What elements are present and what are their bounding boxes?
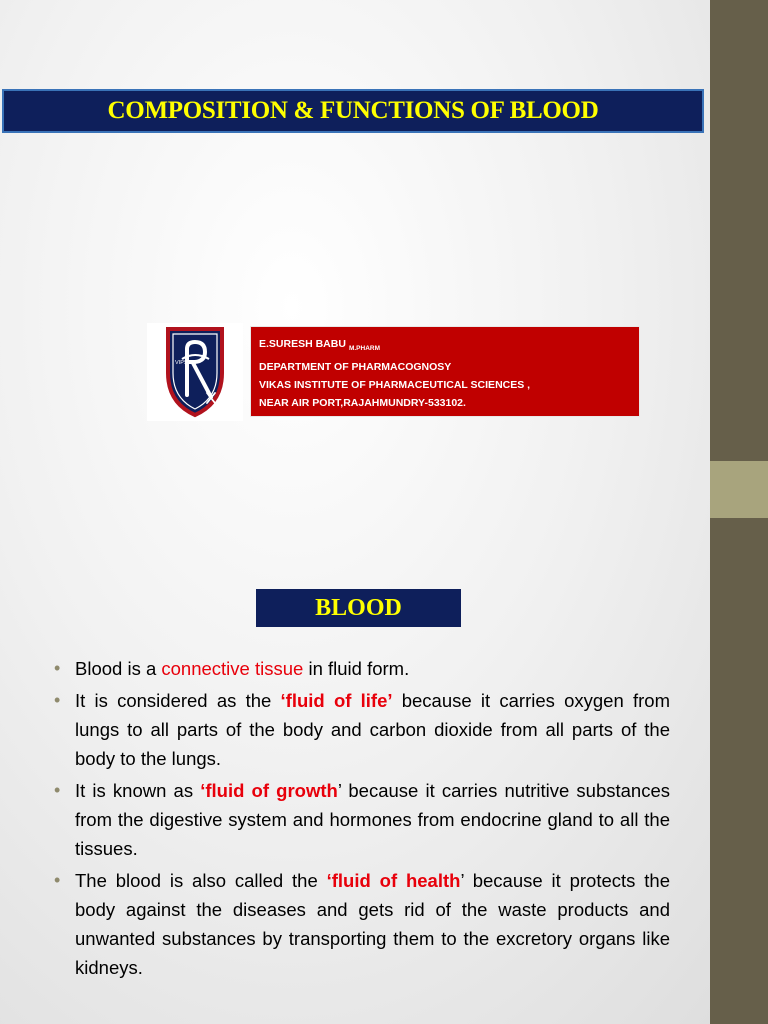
pharmacy-rx-crest-icon — [147, 323, 243, 421]
author-address: NEAR AIR PORT,RAJAHMUNDRY-533102. — [259, 397, 466, 410]
bullet-item — [52, 686, 670, 773]
author-institute: VIKAS INSTITUTE OF PHARMACEUTICAL SCIENCES , — [259, 379, 531, 392]
section-heading: BLOOD — [315, 594, 402, 621]
author-name-line — [259, 335, 631, 358]
bullet-text: ’ because it carries nutritive substances from the digestive system and hormones from endocrine gland to all the tissues. — [75, 780, 671, 859]
bullet-highlight: ‘fluid of life’ — [280, 690, 393, 711]
title-banner — [2, 89, 704, 133]
bullet-highlight: ‘fluid of growth — [200, 780, 338, 801]
bullet-text: Blood is a — [75, 658, 162, 679]
bullet-text: It is considered as the — [75, 690, 281, 711]
author-info-box — [250, 326, 640, 417]
bullet-item — [52, 866, 670, 982]
bullet-list — [52, 654, 670, 985]
bullet-text: ’ because it protects the body against the diseases and gets rid of the waste products and unwanted substances by transporting them to the excretory organs like kidneys. — [75, 870, 670, 978]
bullet-text: in fluid form. — [303, 658, 410, 679]
author-department: DEPARTMENT OF PHARMACOGNOSY — [259, 361, 452, 374]
side-bar-accent — [710, 461, 768, 518]
bullet-text: The blood is also called the — [75, 870, 327, 891]
bullet-highlight: ‘fluid of health — [326, 870, 461, 891]
institute-logo — [147, 323, 243, 421]
author-degree: M.PHARM — [348, 345, 380, 353]
bullet-text: It is known as — [75, 780, 201, 801]
bullet-highlight: connective tissue — [161, 658, 304, 679]
bullet-item — [52, 654, 670, 683]
logo-vips-text: VIPS — [175, 360, 188, 366]
slide-title: COMPOSITION & FUNCTIONS OF BLOOD — [107, 97, 599, 124]
bullet-text: because it carries oxygen from lungs to all parts of the body and carbon dioxide from all parts of the body to the lungs. — [75, 690, 670, 769]
bullet-item — [52, 776, 670, 863]
author-name: E.SURESH BABU — [259, 338, 346, 350]
section-banner — [256, 589, 461, 627]
